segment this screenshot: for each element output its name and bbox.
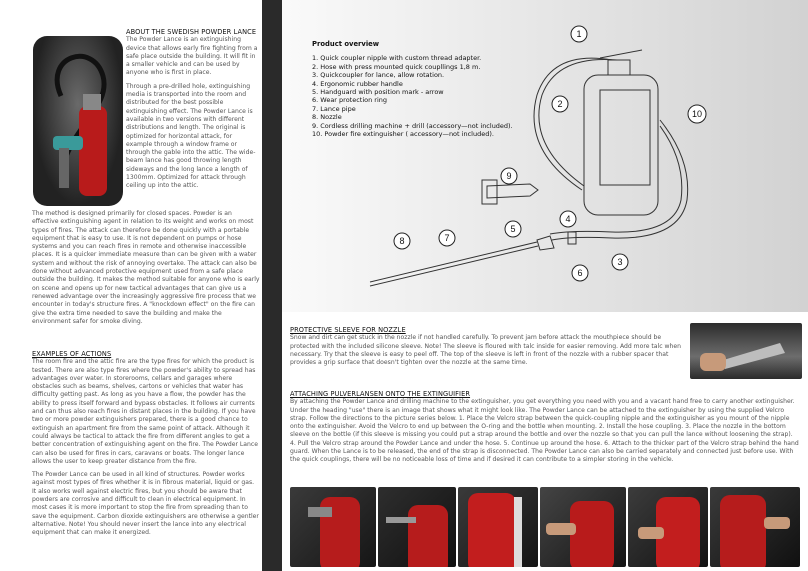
sleeve-text: Snow and dirt can get stuck in the nozzle if not handled carefully. To prevent jam before attack the mouthpiece should be protected with the included silicone sleeve. Note! The sleeve is floured with talc inside for easier removing. Add more talc when necessary. Try that the sleeve is easy to peel off. The top of the sleeve is left in front of the nozzle with a rubber spacer that provides a grip surface that doesn't tighten over the nozzle at the same time. xyxy=(290,334,681,367)
step-photo-2 xyxy=(378,487,456,567)
about-section xyxy=(126,28,260,191)
diagram-drawing xyxy=(282,0,808,312)
step-photo-3 xyxy=(458,487,538,567)
overview-title: Product overview xyxy=(312,40,380,48)
step-photo-5 xyxy=(628,487,708,567)
label-8: 8 xyxy=(399,236,405,246)
overview-item: 6. Wear protection ring xyxy=(312,96,388,105)
examples-section xyxy=(32,350,260,538)
examples-paragraph-2: The Powder Lance can be used in all kind of structures. Powder works against most types of fires whether it is in fibrous material, liquid or gas. It also works well against electric fires, but you should be aware that powders are corrosive and difficult to clean in electrical equipment. In most cases it is more important to stop the fire from spreading than to save the equipment. Carbon dioxide extinguishers are otherwise a gentler alternative. Note! You should never insert the lance into any electrical equipment that can make it energized. xyxy=(32,471,259,537)
product-photo xyxy=(33,36,123,206)
overview-item: 3. Quickcoupler for lance, allow rotation. xyxy=(312,71,445,80)
label-1: 1 xyxy=(576,29,582,39)
method-paragraph: The method is designed primarily for closed spaces. Powder is an effective extinguishing agent in relation to its weight and works on most types of fires. The attack can therefore be done quickly with a portable equipment that is easy to use. It is not dependent on pumps or hose systems and you can reach fires in remote and otherwise inaccessible places. It is a quicker immediate measure than can be given with a water system and without the risk of annoying overtake. The attack can also be done without advanced protective equipment used from a safe place outside the building. It makes the method suitable for anyone who is early on scene and opens up for new tactical advantages that can give us a renewed advantage over the increasingly aggressive fire process that we encounter in today's structure fires. A "knockdown effect" on the fire can give the extra time needed to save the building and make the environment safer for smoke diving. xyxy=(32,210,260,325)
overview-item: 5. Handguard with position mark - arrow xyxy=(312,88,444,97)
attach-text: By attaching the Powder Lance and drilling machine to the extinguisher, you get everything you need with you and a vacant hand free to carry another extinguisher. Under the heading "use" there is an image that shows what it might look like. The Powder Lance can be attached to the extinguisher by using the supplied Velcro strap. Follow the directions to the picture series below. 1. Place the Velcro strap between the quick-coupling nipple and the extinguisher as you mount of the nipple onto the extinguisher. Avoid the Velcro to end up between the O-ring and the bottle when mounting. 2. Install the hose coupling. 3. Place the nozzle in the bottom sleeve on the bottle (if this sleeve is missing you could put a strap around the bottle and over the nozzle so that you can pull the lance without loosening the strap). 4. Pull the Velcro strap around the Powder Lance and under the hose. 5. Continue up around the hose. 6. Attach to the thicker part of the Velcro strap behind the hand guard. When the Lance is to be released, the end of the strap is disconnected. The Powder Lance can also be carried separately and connected just before use. With the quick couplings, there will be no noticeable loss of time and if desired it can contribute to a simpler storing in the vehicle. xyxy=(290,398,799,464)
label-6: 6 xyxy=(577,268,583,278)
attach-heading: ATTACHING PULVERLANSEN ONTO THE EXTINGUIFIER xyxy=(290,390,471,398)
overview-item: 10. Powder fire extinguisher ( accessory—not included). xyxy=(312,130,494,139)
label-2: 2 xyxy=(557,99,563,109)
overview-item: 1. Quick coupler nipple with custom thread adapter. xyxy=(312,54,482,63)
label-3: 3 xyxy=(617,257,623,267)
about-heading: ABOUT THE SWEDISH POWDER LANCE xyxy=(126,28,257,36)
overview-item: 9. Cordless drilling machine + drill (accessory—not included). xyxy=(312,121,513,130)
label-10: 10 xyxy=(691,109,703,119)
sleeve-photo xyxy=(690,323,802,379)
attach-section xyxy=(290,390,800,465)
overview-item: 2. Hose with press mounted quick coupllings 1,8 m. xyxy=(312,62,481,71)
product-diagram xyxy=(282,0,808,312)
step-photo-1 xyxy=(290,487,376,567)
overview-item: 7. Lance pipe xyxy=(312,104,356,113)
overview-item: 4. Ergonomic rubber handle xyxy=(312,79,403,88)
label-9: 9 xyxy=(506,171,512,181)
examples-paragraph-1: The room fire and the attic fire are the type fires for which the product is tested. There are also type fires where the powder's ability to spread has advantages over water. In storerooms, cellars and garages where obstacles such as beams, shelves, cartons or vehicles that water has difficulty getting past. As long as you have a flow, the powder has the ability to press itself forward and bypass obstacles. It follows air currents and can thus also reach fires in distant places in the building. If you have two or more powder extinguishers prepared, there is a good chance to extinguish an apartment fire from the same point of attack. Although it could always be tactical to attack the fire from different angles to get a better concentration of extinguishing agent on the fire. The Powder Lance can also be used for fires in cars, caravans or boats. The longer lance allows the user to keep greater distance from the fire. xyxy=(32,358,258,465)
sleeve-heading: PROTECTIVE SLEEVE FOR NOZZLE xyxy=(290,326,406,334)
step-photo-6 xyxy=(710,487,800,567)
about-paragraph-2: Through a pre-drilled hole, extinguishing media is transported into the room and distributed for the best possible extinguishing effect. The Powder Lance is available in two versions with different distributions and length. The original is optimized for horizontal attack, for example through a window frame or through the gable into the attic. The wide-beam lance has good throwing length sideways and the long lance a length of 1300mm. Optimized for attack through ceiling up into the attic. xyxy=(126,82,256,190)
examples-heading: EXAMPLES OF ACTIONS xyxy=(32,350,112,358)
overview-item: 8. Nozzle xyxy=(312,113,342,122)
about-paragraph-1: The Powder Lance is an extinguishing device that allows early fire fighting from a safe place outside the building. It will fit in a smaller vehicle and can be used by anyone who is first in place. xyxy=(126,36,258,77)
label-7: 7 xyxy=(444,233,450,243)
center-divider-band xyxy=(262,0,282,571)
step-photo-4 xyxy=(540,487,626,567)
sleeve-section xyxy=(290,326,685,367)
label-4: 4 xyxy=(565,214,571,224)
label-5: 5 xyxy=(510,224,516,234)
